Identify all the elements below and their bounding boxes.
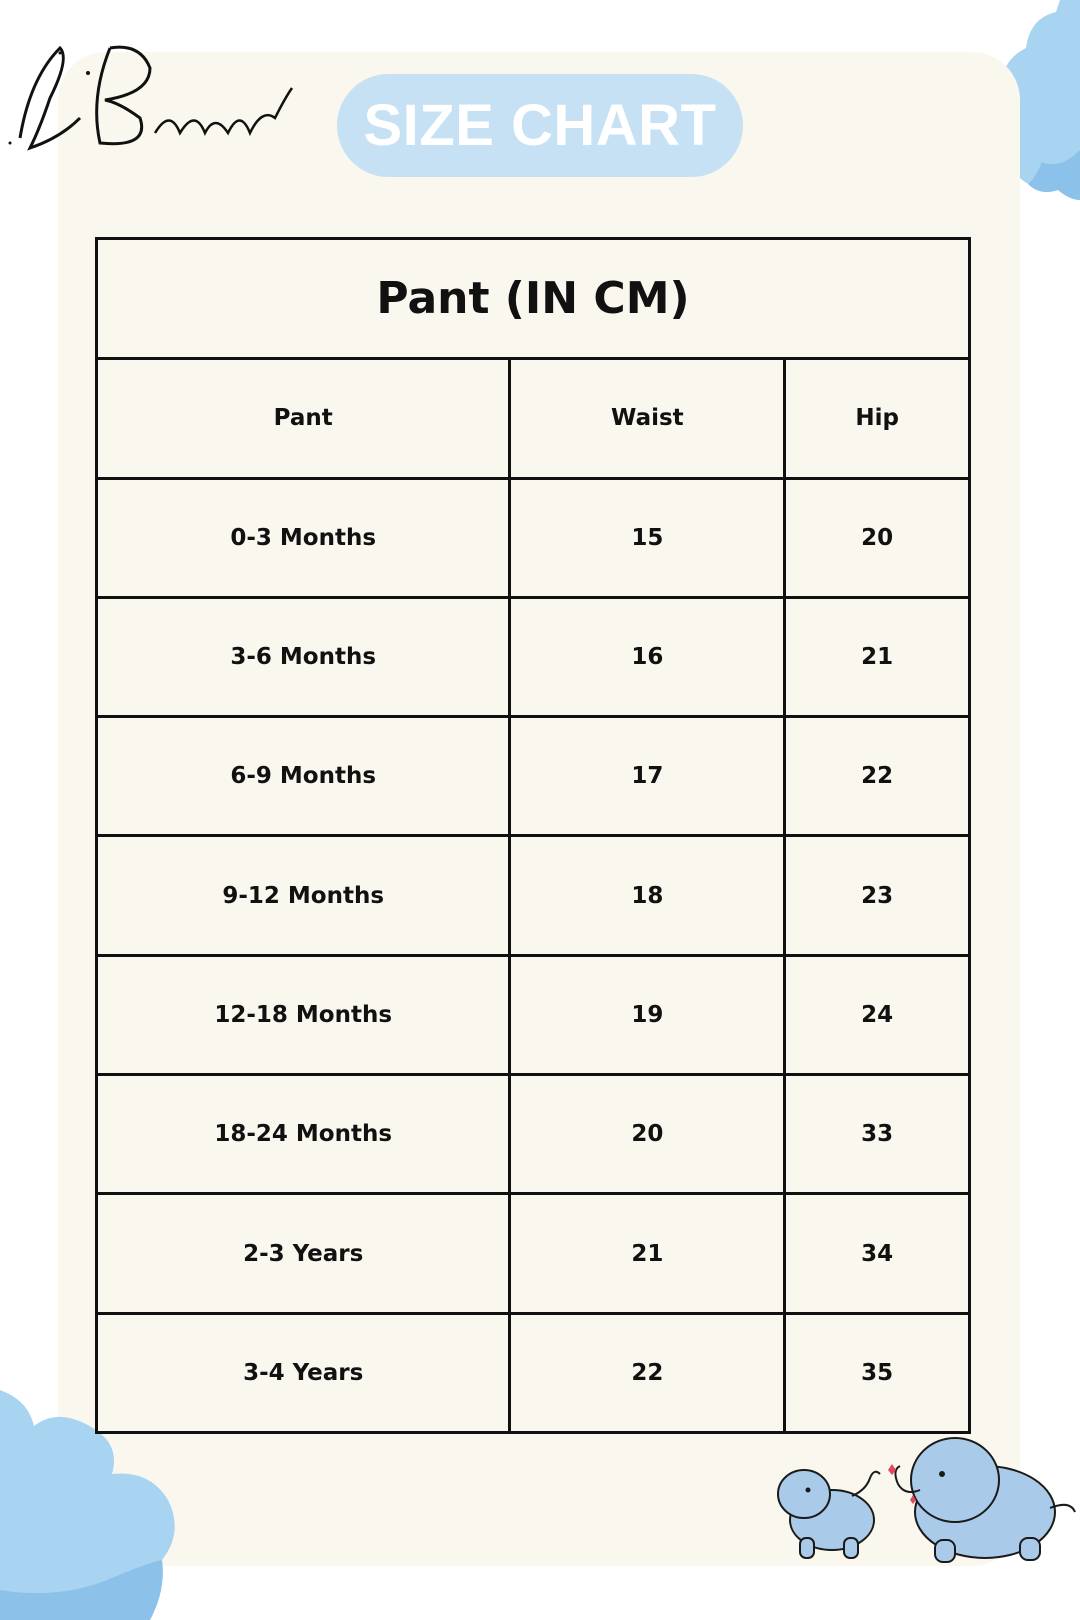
table-row	[97, 1075, 970, 1194]
hip-value: 24	[785, 955, 970, 1074]
waist-value: 19	[510, 955, 785, 1074]
hip-value: 21	[785, 597, 970, 716]
hip-value: 20	[785, 478, 970, 597]
table-row	[97, 955, 970, 1074]
hip-value: 33	[785, 1075, 970, 1194]
hip-value: 22	[785, 717, 970, 836]
header-hip: Hip	[785, 359, 970, 478]
size-label: 12-18 Months	[97, 955, 510, 1074]
elephant-icon	[770, 1430, 1080, 1570]
size-label: 3-6 Months	[97, 597, 510, 716]
size-chart-badge	[337, 74, 743, 177]
size-label: 3-4 Years	[97, 1313, 510, 1432]
waist-value: 18	[510, 836, 785, 955]
size-label: 2-3 Years	[97, 1194, 510, 1313]
waist-value: 22	[510, 1313, 785, 1432]
table-row	[97, 478, 970, 597]
table-title: Pant (IN CM)	[97, 239, 970, 359]
size-chart-label: SIZE CHART	[363, 93, 717, 158]
table-header-row	[97, 359, 970, 478]
brand-logo	[0, 38, 300, 158]
table-row	[97, 836, 970, 955]
table-row	[97, 717, 970, 836]
hip-value: 35	[785, 1313, 970, 1432]
pant-size-table	[95, 237, 971, 1434]
waist-value: 15	[510, 478, 785, 597]
size-label: 18-24 Months	[97, 1075, 510, 1194]
waist-value: 17	[510, 717, 785, 836]
waist-value: 20	[510, 1075, 785, 1194]
size-label: 0-3 Months	[97, 478, 510, 597]
waist-value: 21	[510, 1194, 785, 1313]
table-row	[97, 597, 970, 716]
table-row	[97, 1313, 970, 1432]
size-label: 9-12 Months	[97, 836, 510, 955]
logo-text: Lil'Bonfire	[150, 156, 155, 157]
hip-value: 34	[785, 1194, 970, 1313]
waist-value: 16	[510, 597, 785, 716]
table-row	[97, 1194, 970, 1313]
header-pant: Pant	[97, 359, 510, 478]
size-label: 6-9 Months	[97, 717, 510, 836]
hip-value: 23	[785, 836, 970, 955]
header-waist: Waist	[510, 359, 785, 478]
